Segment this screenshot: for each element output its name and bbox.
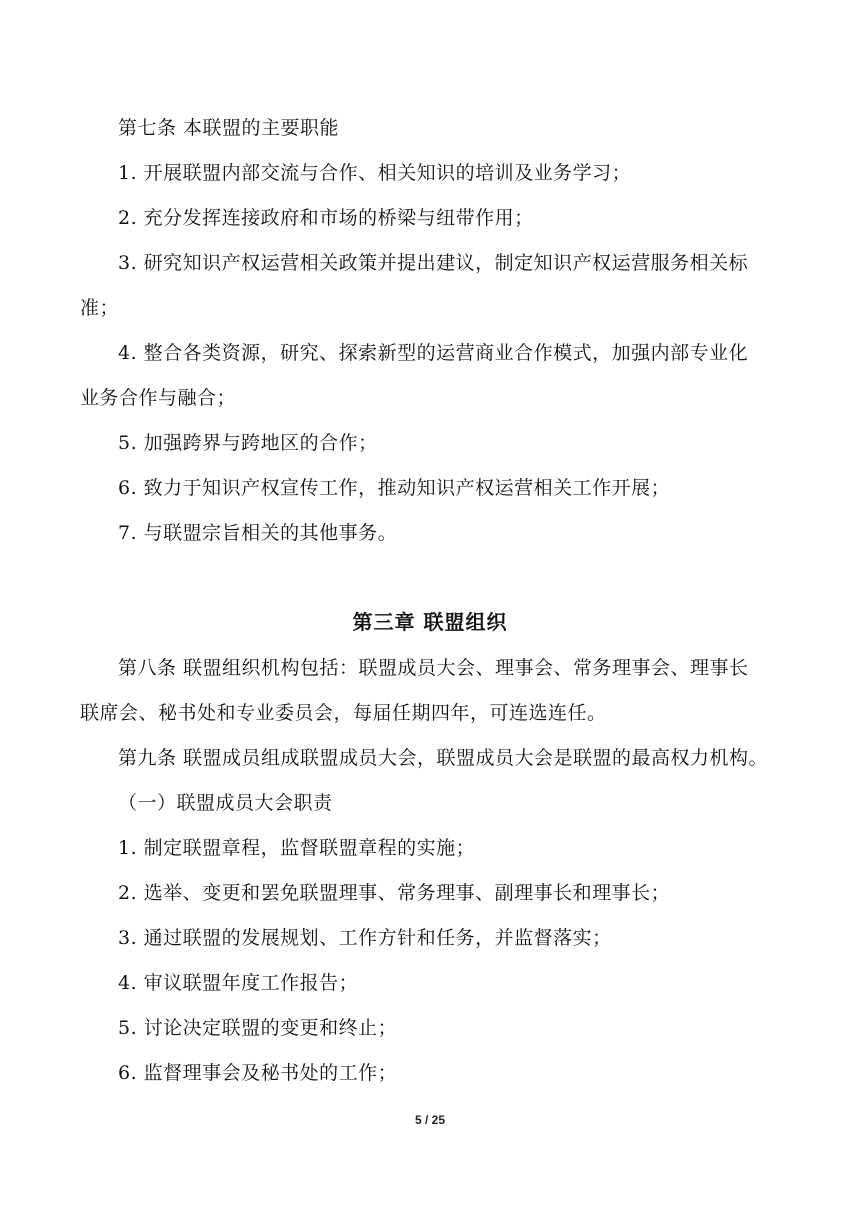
article7-item-7: 7. 与联盟宗旨相关的其他事务。	[118, 522, 398, 544]
page-number: 5 / 25	[414, 1113, 446, 1127]
article7-item-4-continued: 业务合作与融合；	[80, 387, 237, 409]
article7-item-6: 6. 致力于知识产权宣传工作，推动知识产权运营相关工作开展；	[118, 477, 671, 499]
article7-item-3: 3. 研究知识产权运营相关政策并提出建议，制定知识产权运营服务相关标	[118, 252, 749, 274]
article7-item-3-continued: 准；	[80, 297, 120, 319]
article8-line-1: 第八条 联盟组织机构包括：联盟成员大会、理事会、常务理事会、理事长	[118, 657, 749, 679]
article7-item-5: 5. 加强跨界与跨地区的合作；	[118, 432, 378, 454]
article8-line-2: 联席会、秘书处和专业委员会，每届任期四年，可连选连任。	[80, 702, 607, 724]
chapter3-heading: 第三章 联盟组织	[352, 610, 508, 634]
article7-title: 第七条 本联盟的主要职能	[118, 117, 340, 139]
section1-item-5: 5. 讨论决定联盟的变更和终止；	[118, 1017, 398, 1039]
section1-item-3: 3. 通过联盟的发展规划、工作方针和任务，并监督落实；	[118, 927, 612, 949]
section1-item-4: 4. 审议联盟年度工作报告；	[118, 972, 359, 994]
article7-item-1: 1. 开展联盟内部交流与合作、相关知识的培训及业务学习；	[118, 162, 632, 184]
article7-item-2: 2. 充分发挥连接政府和市场的桥梁与纽带作用；	[118, 207, 534, 229]
article7-item-4: 4. 整合各类资源，研究、探索新型的运营商业合作模式，加强内部专业化	[118, 342, 749, 364]
section1-item-6: 6. 监督理事会及秘书处的工作；	[118, 1062, 398, 1084]
article9: 第九条 联盟成员组成联盟成员大会，联盟成员大会是联盟的最高权力机构。	[118, 747, 769, 769]
section1-title: （一）联盟成员大会职责	[118, 792, 333, 814]
section1-item-2: 2. 选举、变更和罢免联盟理事、常务理事、副理事长和理事长；	[118, 882, 671, 904]
section1-item-1: 1. 制定联盟章程，监督联盟章程的实施；	[118, 837, 476, 859]
